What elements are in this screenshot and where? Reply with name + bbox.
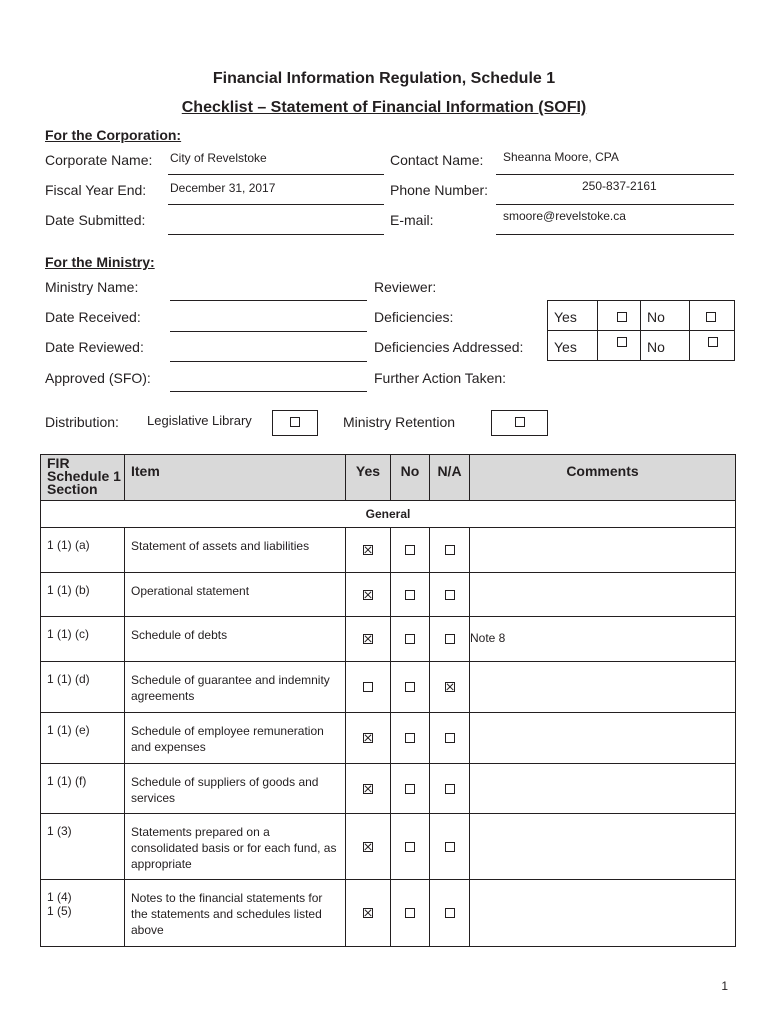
phone-number-label: Phone Number: [390,182,489,198]
row-comment[interactable] [470,662,736,713]
row-no-checkbox[interactable] [405,590,415,600]
header-na: N/A [430,455,470,501]
legislative-library-label: Legislative Library [147,413,252,428]
further-action-label: Further Action Taken: [374,370,507,386]
row-na-cell [430,662,470,713]
fiscal-year-end-label: Fiscal Year End: [45,182,147,198]
approved-sfo-line[interactable] [170,391,367,392]
row-no-checkbox[interactable] [405,682,415,692]
row-no-checkbox[interactable] [405,545,415,555]
phone-number-value[interactable]: 250-837-2161 [582,179,657,193]
ministry-heading: For the Ministry: [45,254,155,270]
deficiencies-addressed-yes-checkbox[interactable] [617,337,627,347]
row-comment[interactable] [470,814,736,880]
corporate-name-label: Corporate Name: [45,152,153,168]
ministry-retention-checkbox[interactable] [515,417,525,427]
row-yes-checkbox[interactable] [363,908,373,918]
row-item: Notes to the financial statements for the statements and schedules listed above [125,880,346,947]
row-na-cell [430,814,470,880]
deficiencies-grid-row-divider [547,330,735,331]
date-received-line[interactable] [170,331,367,332]
row-section: 1 (1) (b) [41,573,125,617]
date-reviewed-label: Date Reviewed: [45,339,144,355]
corporate-name-line [168,174,384,175]
deficiencies-no-checkbox[interactable] [706,312,716,322]
row-section: 1 (4) 1 (5) [41,880,125,947]
row-comment[interactable] [470,713,736,764]
row-na-checkbox[interactable] [445,733,455,743]
checklist-table [40,454,736,947]
row-yes-checkbox[interactable] [363,784,373,794]
deficiencies-yes-checkbox[interactable] [617,312,627,322]
row-yes-cell [346,662,391,713]
row-comment[interactable] [470,880,736,947]
row-yes-checkbox[interactable] [363,545,373,555]
row-na-cell [430,617,470,662]
row-section: 1 (1) (f) [41,764,125,814]
row-na-checkbox[interactable] [445,908,455,918]
deficiencies-no-label: No [647,309,665,325]
row-no-cell [391,814,430,880]
deficiencies-label: Deficiencies: [374,309,454,325]
row-yes-cell [346,880,391,947]
row-yes-cell [346,573,391,617]
table-row [41,880,736,947]
row-no-checkbox[interactable] [405,634,415,644]
header-comments: Comments [470,455,736,501]
header-item: Item [125,455,346,501]
row-na-checkbox[interactable] [445,842,455,852]
row-na-checkbox[interactable] [445,634,455,644]
row-na-cell [430,528,470,573]
row-section: 1 (1) (d) [41,662,125,713]
row-yes-checkbox[interactable] [363,842,373,852]
row-item: Statements prepared on a consolidated basis or for each fund, as appropriate [125,814,346,880]
distribution-label: Distribution: [45,414,119,430]
deficiencies-grid-divider-2 [640,300,641,361]
legislative-library-checkbox[interactable] [290,417,300,427]
ministry-name-label: Ministry Name: [45,279,139,295]
row-item: Operational statement [125,573,346,617]
header-section: FIR Schedule 1 Section [41,455,125,501]
group-row [41,501,736,528]
contact-name-label: Contact Name: [390,152,484,168]
table-row [41,662,736,713]
row-item: Schedule of guarantee and indemnity agreements [125,662,346,713]
date-submitted-line [168,234,384,235]
row-yes-checkbox[interactable] [363,682,373,692]
table-row [41,617,736,662]
row-na-checkbox[interactable] [445,590,455,600]
fiscal-year-end-value[interactable]: December 31, 2017 [170,181,276,195]
row-yes-cell [346,764,391,814]
row-no-cell [391,713,430,764]
ministry-retention-label: Ministry Retention [343,414,456,430]
table-row [41,764,736,814]
row-na-cell [430,764,470,814]
row-yes-cell [346,814,391,880]
row-no-cell [391,880,430,947]
row-section: 1 (1) (e) [41,713,125,764]
header-no: No [391,455,430,501]
row-comment[interactable] [470,573,736,617]
date-submitted-label: Date Submitted: [45,212,146,228]
row-na-checkbox[interactable] [445,682,455,692]
row-section: 1 (1) (c) [41,617,125,662]
fiscal-year-end-line [168,204,384,205]
row-item: Statement of assets and liabilities [125,528,346,573]
date-received-label: Date Received: [45,309,141,325]
deficiencies-yes-label: Yes [554,309,577,325]
email-label: E-mail: [390,212,434,228]
group-general: General [41,501,736,528]
row-no-checkbox[interactable] [405,733,415,743]
document-title: Financial Information Regulation, Schedule 1 [212,70,556,87]
row-item: Schedule of employee remuneration and expenses [125,713,346,764]
row-comment[interactable]: Note 8 [470,617,736,662]
row-section: 1 (3) [41,814,125,880]
row-no-checkbox[interactable] [405,908,415,918]
row-na-cell [430,880,470,947]
row-na-cell [430,573,470,617]
approved-sfo-label: Approved (SFO): [45,370,151,386]
row-comment[interactable] [470,764,736,814]
deficiencies-addressed-label: Deficiencies Addressed: [374,339,524,355]
corporation-heading: For the Corporation: [45,127,182,143]
deficiencies-addressed-yes-label: Yes [554,339,577,355]
corporate-name-value[interactable]: City of Revelstoke [170,151,267,165]
ministry-name-line[interactable] [170,300,367,301]
date-reviewed-line[interactable] [170,361,367,362]
row-comment[interactable] [470,528,736,573]
row-item: Schedule of suppliers of goods and services [125,764,346,814]
row-na-cell [430,713,470,764]
phone-number-line [496,204,734,205]
contact-name-value[interactable]: Sheanna Moore, CPA [503,150,619,164]
deficiencies-grid-divider-3 [689,300,690,361]
row-no-cell [391,617,430,662]
reviewer-label: Reviewer: [374,279,437,295]
deficiencies-grid-divider-1 [597,300,598,361]
table-header-row [41,455,736,501]
row-no-checkbox[interactable] [405,784,415,794]
deficiencies-addressed-no-label: No [647,339,665,355]
row-no-cell [391,528,430,573]
row-no-checkbox[interactable] [405,842,415,852]
row-yes-checkbox[interactable] [363,634,373,644]
row-yes-cell [346,617,391,662]
table-row [41,814,736,880]
table-row [41,713,736,764]
table-row [41,528,736,573]
row-yes-cell [346,528,391,573]
row-yes-checkbox[interactable] [363,733,373,743]
page-number: 1 [721,979,728,993]
deficiencies-addressed-no-checkbox[interactable] [708,337,718,347]
row-na-checkbox[interactable] [445,784,455,794]
email-line [496,234,734,235]
row-na-checkbox[interactable] [445,545,455,555]
email-value[interactable]: smoore@revelstoke.ca [503,209,626,223]
document-subtitle: Checklist – Statement of Financial Information (SOFI) [181,99,587,116]
header-yes: Yes [346,455,391,501]
row-yes-checkbox[interactable] [363,590,373,600]
row-no-cell [391,662,430,713]
contact-name-line [496,174,734,175]
table-row [41,573,736,617]
row-no-cell [391,764,430,814]
row-item: Schedule of debts [125,617,346,662]
row-no-cell [391,573,430,617]
row-yes-cell [346,713,391,764]
row-section: 1 (1) (a) [41,528,125,573]
